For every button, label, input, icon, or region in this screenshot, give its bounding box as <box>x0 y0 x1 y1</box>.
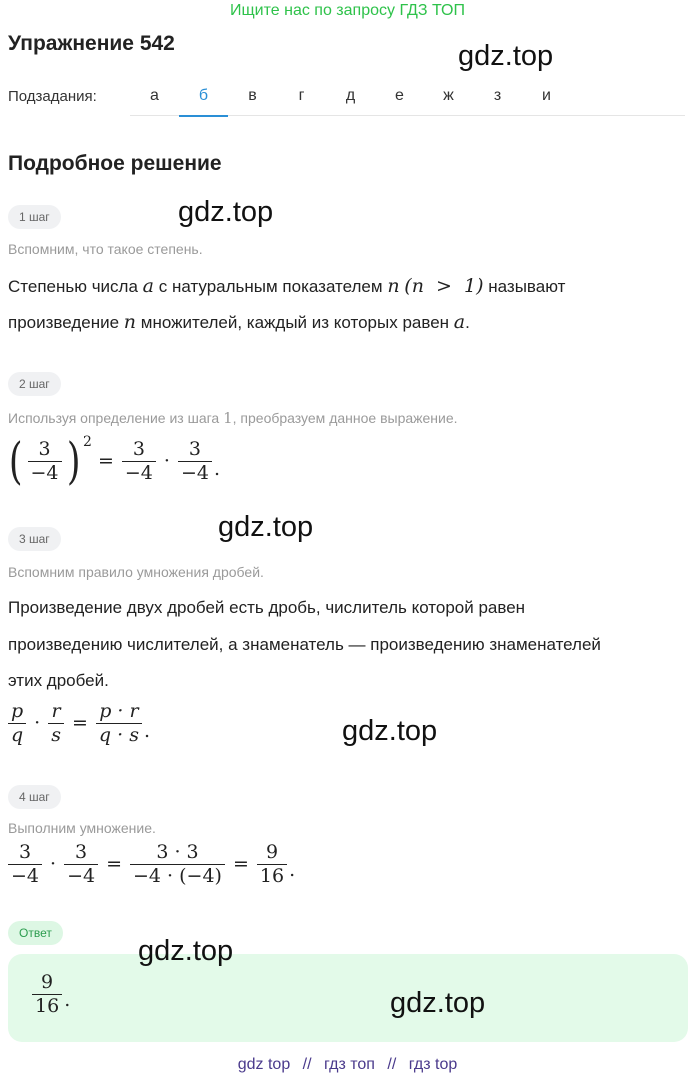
formula-fraction-rule <box>6 701 150 746</box>
step-text: этих дробей. <box>8 671 109 690</box>
denominator: q <box>8 723 26 746</box>
period: . <box>64 988 71 1011</box>
step-hint <box>8 409 458 427</box>
text-fragment: Используя определение из шага <box>8 410 220 426</box>
tab-e[interactable]: е <box>395 87 404 104</box>
search-banner: Ищите нас по запросу ГДЗ ТОП <box>230 2 465 19</box>
step-badge: 1 шаг <box>8 205 61 229</box>
fraction <box>178 439 212 484</box>
equals-sign: = <box>97 450 114 472</box>
tab-b[interactable]: б <box>179 80 228 116</box>
numerator: 9 <box>41 971 54 993</box>
variable-a: a <box>453 311 466 333</box>
footer-link[interactable]: гдз top <box>408 1056 458 1073</box>
equals-sign: = <box>106 853 122 876</box>
step-text: произведению числителей, а знаменатель — произведению знаменателей <box>8 635 601 654</box>
numerator: p · r <box>99 700 139 722</box>
footer-links <box>0 1056 695 1074</box>
variable-n: n <box>123 311 137 333</box>
equals-sign: = <box>71 712 88 735</box>
footer-separator: // <box>302 1056 312 1073</box>
footer-separator: // <box>387 1056 397 1073</box>
text-fragment: , преобразуем данное выражение. <box>232 410 458 426</box>
numerator: 3 <box>18 841 32 863</box>
multiply-sign: · <box>163 450 170 472</box>
fraction <box>96 701 142 746</box>
period: . <box>213 458 221 480</box>
tab-i[interactable]: и <box>542 87 551 104</box>
variable-n: n <box>387 275 400 297</box>
step-text <box>8 311 470 333</box>
step-text <box>8 275 565 297</box>
denominator: −4 <box>178 461 212 484</box>
tab-g[interactable]: г <box>298 87 305 104</box>
denominator: −4 · (−4) <box>130 864 225 887</box>
watermark: gdz.top <box>218 511 314 543</box>
denominator: s <box>48 723 64 746</box>
tab-zh[interactable]: ж <box>443 87 454 104</box>
subtasks-label: Подзадания: <box>8 88 97 105</box>
fraction <box>28 439 62 484</box>
tab-v[interactable]: в <box>248 87 257 104</box>
footer-link[interactable]: gdz top <box>237 1056 291 1073</box>
numerator: 3 <box>132 437 145 460</box>
solution-title: Подробное решение <box>8 152 222 175</box>
text-fragment: Степенью числа <box>8 277 138 296</box>
fraction <box>122 439 156 484</box>
fraction <box>64 842 98 887</box>
fraction <box>48 701 64 746</box>
step-hint: Выполним умножение. <box>8 820 156 836</box>
fraction <box>8 842 42 887</box>
multiply-sign: · <box>50 853 57 876</box>
fraction <box>130 842 225 887</box>
condition: (n > 1) <box>404 275 484 297</box>
denominator: −4 <box>64 864 98 887</box>
step-badge: 4 шаг <box>8 785 61 809</box>
text-fragment: множителей, каждый из которых равен <box>140 313 450 332</box>
numerator: 9 <box>265 841 279 863</box>
left-paren: ( <box>8 432 23 490</box>
fraction <box>257 842 287 887</box>
answer-badge: Ответ <box>8 921 63 945</box>
denominator: −4 <box>28 461 62 484</box>
period: . <box>289 858 296 881</box>
step-hint: Вспомним, что такое степень. <box>8 241 203 257</box>
step-badge: 3 шаг <box>8 527 61 551</box>
watermark: gdz.top <box>178 196 274 228</box>
numerator: 3 <box>38 437 51 460</box>
page-title: Упражнение 542 <box>8 32 175 55</box>
formula-power <box>6 432 221 490</box>
formula-multiplication <box>6 842 295 887</box>
step-number: 1 <box>223 409 233 427</box>
watermark: gdz.top <box>138 935 234 967</box>
text-fragment: произведение <box>8 313 120 332</box>
right-paren: ) <box>66 432 81 490</box>
text-fragment: с натуральным показателем <box>158 277 383 296</box>
equals-sign: = <box>232 853 249 876</box>
period: . <box>143 719 150 742</box>
answer-box <box>8 954 688 1042</box>
tab-d[interactable]: д <box>345 87 356 104</box>
numerator: p <box>11 700 24 722</box>
fraction <box>8 701 26 746</box>
footer-link[interactable]: гдз топ <box>324 1056 375 1073</box>
numerator: r <box>51 700 61 722</box>
numerator: 3 · 3 <box>156 841 199 863</box>
denominator: 16 <box>257 864 287 887</box>
denominator: −4 <box>8 864 42 887</box>
tab-z[interactable]: з <box>493 87 502 104</box>
step-hint: Вспомним правило умножения дробей. <box>8 564 264 580</box>
denominator: −4 <box>122 461 156 484</box>
text-fragment: называют <box>488 277 566 296</box>
denominator: q · s <box>96 723 142 746</box>
numerator: 3 <box>75 841 88 863</box>
subtask-tabs <box>130 80 685 116</box>
exponent: 2 <box>83 434 92 450</box>
step-text: Произведение двух дробей есть дробь, числитель которой равен <box>8 598 526 617</box>
watermark: gdz.top <box>342 715 438 747</box>
tab-a[interactable]: а <box>150 87 159 104</box>
step-badge: 2 шаг <box>8 372 61 396</box>
variable-a: a <box>142 275 154 297</box>
fraction <box>32 972 62 1017</box>
answer-value <box>30 972 70 1017</box>
watermark: gdz.top <box>458 40 554 72</box>
numerator: 3 <box>188 437 201 460</box>
watermark: gdz.top <box>390 987 486 1019</box>
denominator: 16 <box>32 994 62 1017</box>
period: . <box>465 313 470 332</box>
multiply-sign: · <box>34 712 41 735</box>
